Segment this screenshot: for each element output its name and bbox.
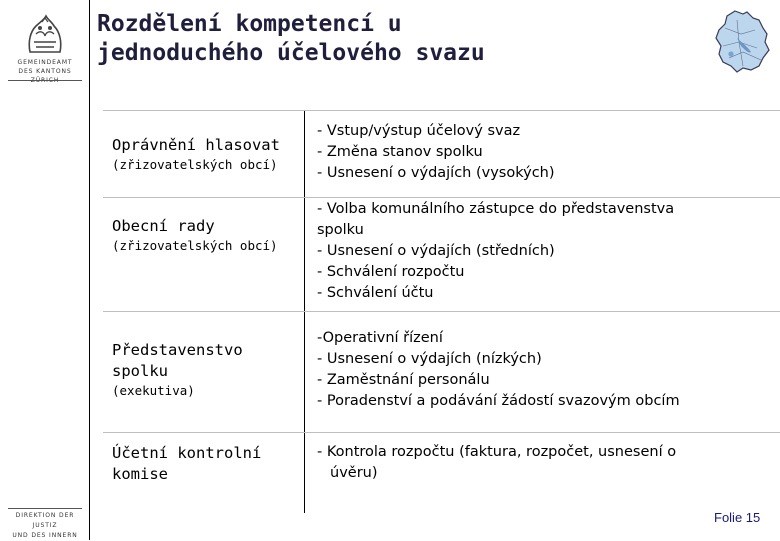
- column-separator: [304, 111, 305, 197]
- column-separator: [304, 433, 305, 513]
- duties-cell: - Kontrola rozpočtu (faktura, rozpočet, usnesení o úvěru): [317, 444, 677, 481]
- duties-cell: -Operativní řízení - Usnesení o výdajích (nízkých) - Zaměstnání personálu - Poradenství a podávání žádostí svazovým obcím: [317, 330, 680, 409]
- table-row: [103, 197, 780, 311]
- column-separator: [304, 198, 305, 311]
- org-name-bottom: DIREKTION DER JUSTIZ UND DES INNERN: [12, 512, 78, 539]
- table-row: [103, 311, 780, 432]
- divider: [8, 80, 82, 81]
- competence-table: [103, 110, 780, 513]
- table-row: [103, 432, 780, 513]
- governing-body-cell: Obecní rady (zřizovatelských obcí): [112, 217, 278, 253]
- sidebar: [0, 0, 90, 540]
- column-separator: [304, 312, 305, 432]
- canton-zurich-map-icon: [713, 8, 771, 74]
- governing-body-cell: Představenstvo spolku (exekutiva): [112, 341, 243, 398]
- governing-body-cell: Oprávnění hlasovat (zřizovatelských obcí): [112, 136, 280, 172]
- duties-cell: - Vstup/výstup účelový svaz - Změna stanov spolku - Usnesení o výdajích (vysokých): [317, 123, 555, 181]
- slide-title: Rozdělení kompetencí u jednoduchého účelového svazu: [97, 11, 485, 66]
- org-name-top: GEMEINDEAMT DES KANTONS ZÜRICH: [17, 59, 73, 84]
- governing-body-cell: Účetní kontrolní komise: [112, 444, 262, 483]
- zurich-lion-crest-icon: [22, 12, 68, 58]
- duties-cell: - Volba komunálního zástupce do představenstva spolku - Usnesení o výdajích (středních) - Schválení rozpočtu - Schválení účtu: [317, 201, 675, 301]
- table-row: [103, 110, 780, 197]
- divider: [8, 508, 82, 509]
- slide-number: Folie 15: [714, 510, 761, 525]
